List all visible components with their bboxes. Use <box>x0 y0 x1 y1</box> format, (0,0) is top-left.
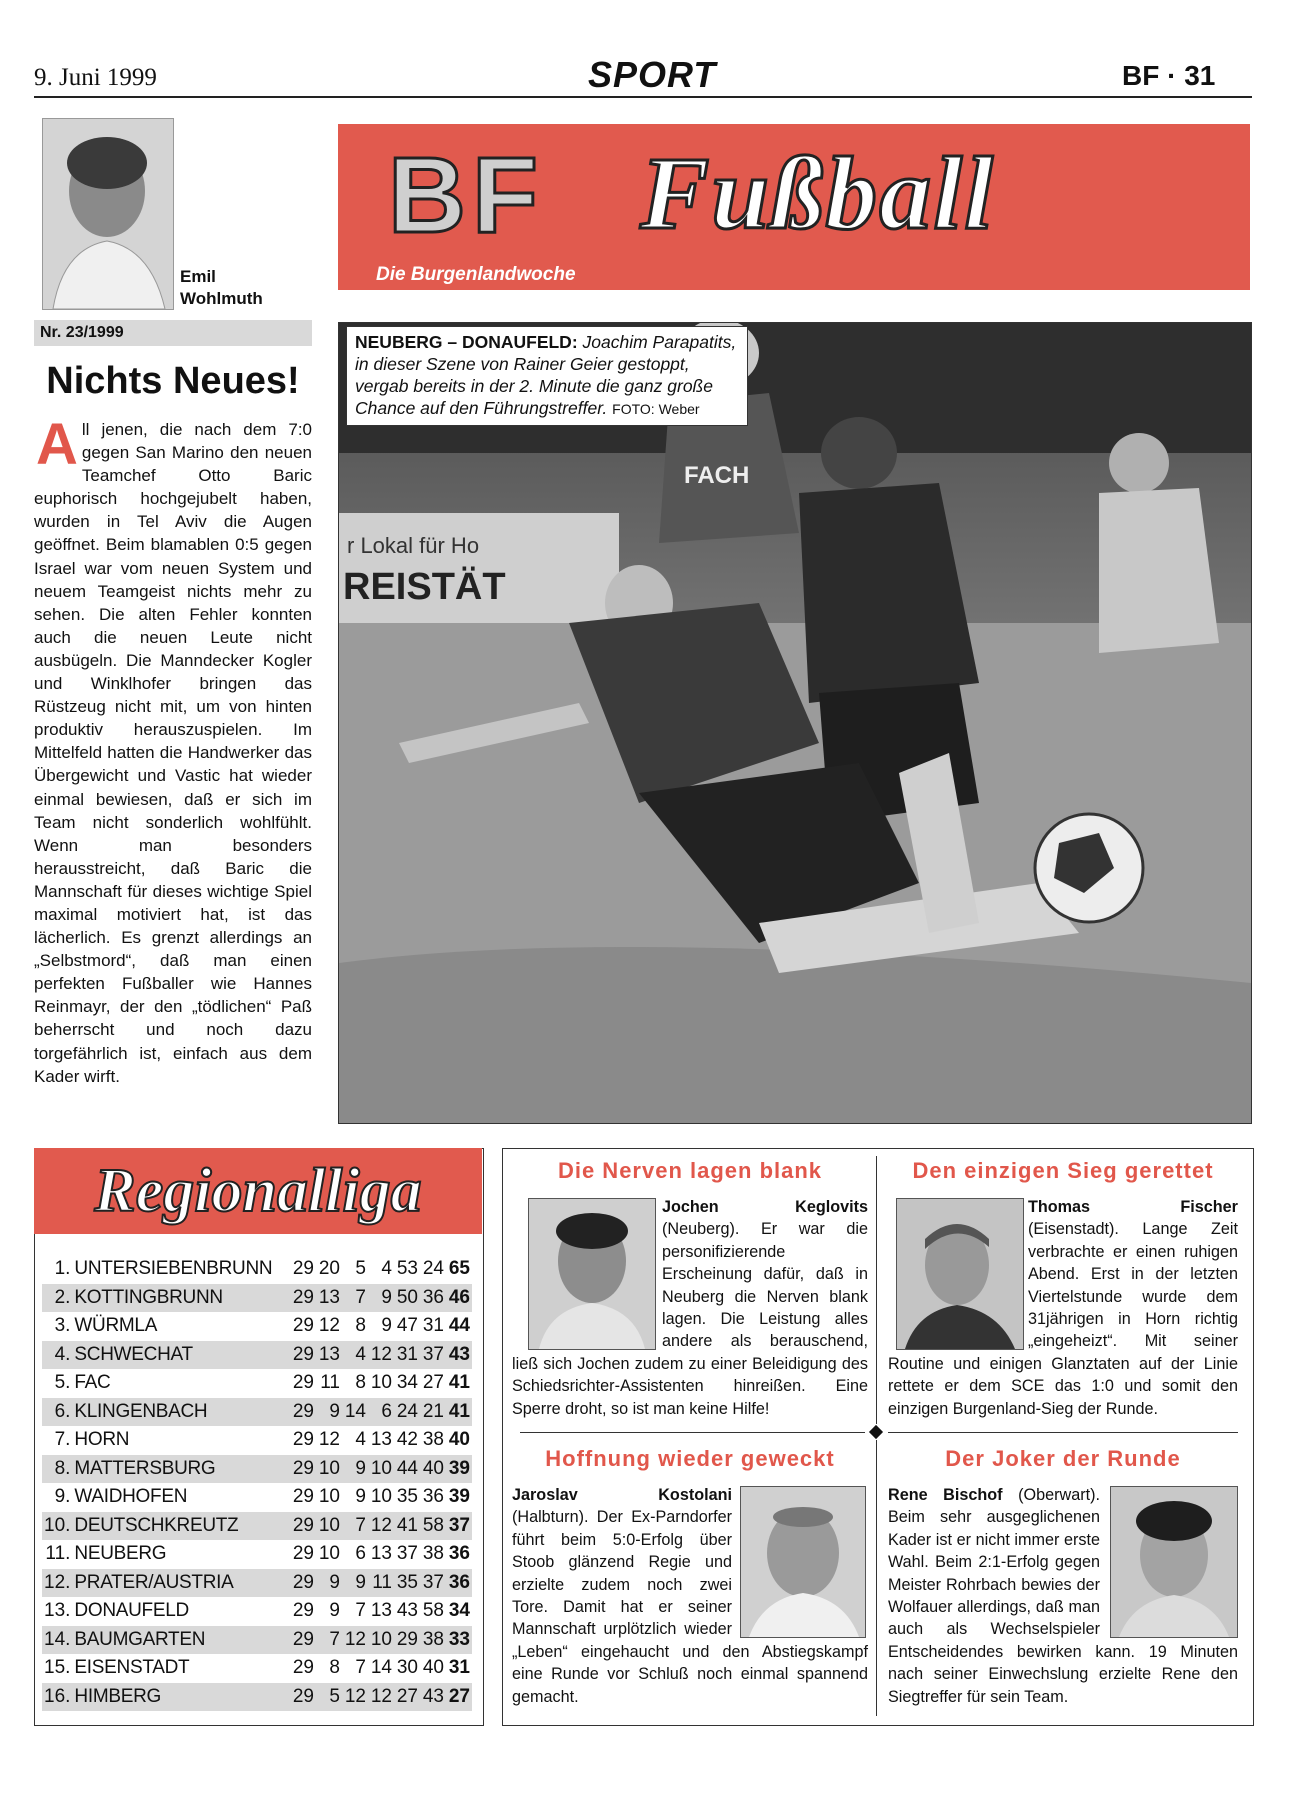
league-cell-d: 9 <box>342 1569 368 1598</box>
story-divider-v2 <box>876 1440 877 1716</box>
league-cell-pts: 44 <box>448 1315 470 1337</box>
league-cell-team: EISENSTADT <box>74 1657 190 1679</box>
league-cell-w: 10 <box>316 1512 342 1541</box>
league-cell-l: 10 <box>370 1372 392 1394</box>
league-cell-d: 5 <box>355 1258 366 1280</box>
league-cell-l: 14 <box>370 1657 392 1679</box>
story4-text: (Oberwart). Beim sehr ausgeglichenen Kader ist er nicht immer erste Wahl. Beim 2:1-Erfolg gegen Meister Rohrbach bewies der Wolfauer allerdings, daß man auch als Wechselspieler Entscheidendes bewirken kann. 19 Minuten nach seiner Einwechslung erzielte Rene den Siegtreffer für sein Team. <box>888 1486 1238 1706</box>
caption-text: Joachim Parapatits, in dieser Szene von Rainer Geier gestoppt, vergab bereits in der 2. Minute die ganz große Chance auf den Führungstreffer. <box>355 332 737 418</box>
league-cell-games: 29 <box>290 1341 316 1370</box>
league-table <box>42 1255 472 1711</box>
story2-name: Thomas Fischer <box>1028 1198 1238 1216</box>
league-cell-team: HIMBERG <box>72 1683 290 1712</box>
league-cell-w: 10 <box>316 1455 342 1484</box>
author-name: Emil Wohlmuth <box>180 267 263 308</box>
league-cell-rank: 11. <box>45 1543 71 1565</box>
league-cell-team: PRATER/AUSTRIA <box>72 1569 290 1598</box>
league-cell-l: 6 <box>368 1398 394 1427</box>
league-cell-games: 29 <box>292 1543 314 1565</box>
league-cell-games: 29 <box>292 1486 314 1508</box>
league-cell-ga: 58 <box>422 1600 444 1622</box>
story-divider-h <box>520 1432 865 1433</box>
league-cell-d: 6 <box>355 1543 366 1565</box>
author-photo <box>42 118 174 310</box>
story1-text: (Neuberg). Er war die personifizierende Erscheinung dafür, daß in Neuberg die Nerven blank lagen. Die Leistung alles andere als berauschend, ließ sich Jochen zudem zu einer Beleidigung des Schiedsrichter-Assistenten hinreißen. Eine Sperre droht, so ist man keine Hilfe! <box>512 1220 868 1418</box>
league-cell-l: 13 <box>370 1600 392 1622</box>
league-cell-l: 12 <box>368 1341 394 1370</box>
league-cell-d: 7 <box>342 1512 368 1541</box>
league-cell-pts: 27 <box>446 1683 472 1712</box>
league-cell-team: WÜRMLA <box>74 1315 158 1337</box>
league-cell-rank: 8. <box>42 1455 72 1484</box>
league-cell-d: 7 <box>342 1284 368 1313</box>
league-cell-l: 11 <box>368 1569 394 1598</box>
caption-lead: NEUBERG – DONAUFELD: <box>355 332 578 352</box>
league-cell-team: MATTERSBURG <box>72 1455 290 1484</box>
commentary-text: ll jenen, die nach dem 7:0 gegen San Marino den neuen Teamchef Otto Baric euphorisch hochgejubelt haben, wurden in Tel Aviv die Augen geöffnet. Beim blamablen 0:5 gegen Israel war vom neuen System und neuem Teamgeist nichts mehr zu sehen. Die alten Fehler konnten auch die neuen Leute nicht ausbügeln. Die Manndecker Kogler und Winklhofer bringen das Rüstzeug nicht mit, um von hinten produktiv herauszuspielen. Im Mittelfeld hatten die Handwerker das Übergewicht und Vastic hat wieder einmal bewiesen, daß er sich im Team nicht sonderlich wohlfühlt. Wenn man besonders herausstreicht, daß Baric die Mannschaft für dieses wichtige Spiel maximal motiviert hat, ist das lächerlich. Es grenzt allerdings an „Selbstmord“, daß man einen perfekten Fußballer wie Hannes Reinmayr, der den „tödlichen“ Paß beherrscht und noch dazu torgefährlich ist, einfach aus dem Kader wirft. <box>34 420 312 1086</box>
league-cell-gf: 34 <box>396 1372 418 1394</box>
league-cell-d: 14 <box>342 1398 368 1427</box>
league-cell-pts: 39 <box>448 1486 470 1508</box>
league-cell-games: 29 <box>290 1284 316 1313</box>
league-cell-gf: 47 <box>396 1315 418 1337</box>
shirt-text: FACH <box>684 462 750 489</box>
league-cell-ga: 37 <box>420 1341 446 1370</box>
story-divider-v <box>876 1156 877 1424</box>
league-cell-d: 4 <box>355 1429 366 1451</box>
league-cell-pts: 65 <box>448 1258 470 1280</box>
league-cell-rank: 5. <box>54 1372 71 1394</box>
league-cell-w: 9 <box>316 1398 342 1427</box>
league-cell-w: 10 <box>318 1543 340 1565</box>
story1-name: Jochen Keglovits <box>662 1198 868 1216</box>
league-cell-rank: 4. <box>42 1341 72 1370</box>
league-cell-pts: 36 <box>446 1569 472 1598</box>
league-cell-pts: 43 <box>446 1341 472 1370</box>
league-cell-gf: 43 <box>396 1600 418 1622</box>
league-cell-w: 12 <box>318 1315 340 1337</box>
league-cell-pts: 37 <box>446 1512 472 1541</box>
league-row <box>42 1569 472 1598</box>
league-cell-team: HORN <box>74 1429 130 1451</box>
league-row <box>42 1255 472 1284</box>
league-cell-games: 29 <box>292 1372 314 1394</box>
photo-credit: FOTO: Weber <box>612 401 700 417</box>
league-cell-l: 12 <box>368 1512 394 1541</box>
story-divider-h2 <box>888 1432 1238 1433</box>
league-row <box>42 1597 472 1626</box>
league-cell-games: 29 <box>290 1398 316 1427</box>
league-cell-rank: 13. <box>44 1600 71 1622</box>
league-cell-games: 29 <box>292 1315 314 1337</box>
league-cell-w: 13 <box>316 1341 342 1370</box>
league-cell-gf: 30 <box>396 1657 418 1679</box>
story4-name: Rene Bischof <box>888 1486 1003 1504</box>
league-cell-rank: 6. <box>42 1398 72 1427</box>
league-cell-pts: 41 <box>448 1372 470 1394</box>
league-cell-ga: 36 <box>420 1284 446 1313</box>
league-row <box>42 1540 472 1569</box>
league-cell-d: 7 <box>355 1657 366 1679</box>
league-cell-ga: 38 <box>422 1429 444 1451</box>
league-cell-l: 13 <box>370 1543 392 1565</box>
league-title: Regionalliga <box>94 1157 422 1225</box>
league-cell-team: UNTERSIEBENBRUNN <box>74 1258 273 1280</box>
league-cell-games: 29 <box>290 1626 316 1655</box>
league-cell-l: 10 <box>368 1455 394 1484</box>
photo-caption <box>346 326 748 426</box>
story2-text: (Eisenstadt). Lange Zeit verbrachte er einen ruhigen Abend. Erst in der letzten Viertelstunde wurde dem 31jährigen in Horn richtig „eingeheizt“. Mit seiner Routine und einigen Glanztaten auf der Linie rettete er dem SCE das 1:0 und somit den einzigen Burgenland-Sieg der Runde. <box>888 1220 1238 1418</box>
league-cell-games: 29 <box>290 1512 316 1541</box>
league-cell-rank: 3. <box>54 1315 71 1337</box>
section-title: SPORT <box>588 54 717 95</box>
league-cell-d: 9 <box>342 1455 368 1484</box>
league-cell-ga: 40 <box>422 1657 444 1679</box>
story3-body <box>512 1484 868 1708</box>
league-cell-pts: 46 <box>446 1284 472 1313</box>
league-cell-w: 9 <box>329 1600 340 1622</box>
league-cell-d: 8 <box>355 1372 366 1394</box>
league-cell-gf: 37 <box>396 1543 418 1565</box>
league-cell-games: 29 <box>290 1683 316 1712</box>
league-cell-w: 11 <box>320 1372 340 1394</box>
league-cell-w: 8 <box>329 1657 340 1679</box>
league-cell-rank: 15. <box>44 1657 71 1679</box>
league-cell-ga: 36 <box>422 1486 444 1508</box>
league-cell-d: 4 <box>342 1341 368 1370</box>
league-cell-rank: 9. <box>54 1486 71 1508</box>
league-cell-team: KLINGENBACH <box>72 1398 290 1427</box>
league-cell-gf: 53 <box>396 1258 418 1280</box>
league-cell-rank: 12. <box>42 1569 72 1598</box>
league-cell-l: 9 <box>368 1284 394 1313</box>
league-cell-w: 10 <box>318 1486 340 1508</box>
story1-body <box>512 1196 868 1420</box>
league-cell-d: 9 <box>355 1486 366 1508</box>
league-cell-team: SCHWECHAT <box>72 1341 290 1370</box>
league-cell-rank: 14. <box>42 1626 72 1655</box>
league-cell-ga: 21 <box>420 1398 446 1427</box>
league-cell-games: 29 <box>292 1657 314 1679</box>
league-cell-gf: 41 <box>394 1512 420 1541</box>
league-cell-rank: 7. <box>54 1429 71 1451</box>
league-cell-team: KOTTINGBRUNN <box>72 1284 290 1313</box>
league-cell-rank: 10. <box>42 1512 72 1541</box>
page-number: BF · 31 <box>1122 60 1216 91</box>
league-cell-w: 12 <box>318 1429 340 1451</box>
league-cell-l: 4 <box>381 1258 392 1280</box>
league-cell-ga: 40 <box>420 1455 446 1484</box>
league-row <box>42 1426 472 1455</box>
league-row <box>42 1483 472 1512</box>
league-cell-gf: 50 <box>394 1284 420 1313</box>
league-cell-games: 29 <box>290 1455 316 1484</box>
league-cell-pts: 34 <box>448 1600 470 1622</box>
league-row <box>42 1512 472 1541</box>
header-rule <box>34 96 1252 98</box>
league-row <box>42 1284 472 1313</box>
league-cell-gf: 42 <box>396 1429 418 1451</box>
commentary-title: Nichts Neues! <box>46 360 300 402</box>
league-cell-pts: 36 <box>448 1543 470 1565</box>
banner-title: Fußball <box>640 136 995 251</box>
league-cell-rank: 2. <box>42 1284 72 1313</box>
league-cell-ga: 58 <box>420 1512 446 1541</box>
league-cell-gf: 44 <box>394 1455 420 1484</box>
league-cell-games: 29 <box>290 1569 316 1598</box>
league-cell-l: 13 <box>370 1429 392 1451</box>
league-cell-l: 10 <box>370 1486 392 1508</box>
league-cell-ga: 27 <box>422 1372 444 1394</box>
league-cell-ga: 43 <box>420 1683 446 1712</box>
league-cell-games: 29 <box>292 1258 314 1280</box>
league-cell-team: DEUTSCHKREUTZ <box>72 1512 290 1541</box>
story2-headline: Den einzigen Sieg gerettet <box>912 1158 1214 1183</box>
league-cell-ga: 38 <box>422 1543 444 1565</box>
banner-bf-logo: BF <box>388 134 544 255</box>
league-cell-team: DONAUFELD <box>74 1600 189 1622</box>
league-cell-gf: 24 <box>394 1398 420 1427</box>
league-cell-gf: 29 <box>394 1626 420 1655</box>
story3-text: (Halbturn). Der Ex-Parndorfer führt beim 5:0-Erfolg über Stoob glänzend Regie und erzielte zudem noch zwei Tore. Damit hat er seiner Mannschaft urplötzlich wieder „Leben“ eingehaucht und den Abstiegskampf eine Runde vor Schluß noch einmal spannend gemacht. <box>512 1508 868 1706</box>
league-cell-w: 20 <box>318 1258 340 1280</box>
league-cell-w: 9 <box>316 1569 342 1598</box>
league-cell-d: 7 <box>355 1600 366 1622</box>
league-cell-w: 7 <box>316 1626 342 1655</box>
story1-headline: Die Nerven lagen blank <box>557 1158 823 1183</box>
league-row <box>42 1455 472 1484</box>
league-cell-w: 5 <box>316 1683 342 1712</box>
league-cell-pts: 33 <box>446 1626 472 1655</box>
league-cell-pts: 31 <box>448 1657 470 1679</box>
league-cell-l: 10 <box>368 1626 394 1655</box>
league-cell-team: FAC <box>74 1372 111 1394</box>
league-cell-pts: 40 <box>448 1429 470 1451</box>
league-cell-rank: 1. <box>54 1258 71 1280</box>
league-row <box>42 1398 472 1427</box>
story3-name: Jaroslav Kostolani <box>512 1486 732 1504</box>
league-cell-ga: 37 <box>420 1569 446 1598</box>
league-cell-games: 29 <box>292 1429 314 1451</box>
league-row <box>42 1341 472 1370</box>
match-photo <box>338 322 1252 1124</box>
league-row <box>42 1312 472 1341</box>
league-cell-pts: 39 <box>446 1455 472 1484</box>
league-row <box>42 1369 472 1398</box>
commentary-body <box>34 412 312 1088</box>
league-cell-d: 12 <box>342 1626 368 1655</box>
league-cell-team: WAIDHOFEN <box>74 1486 188 1508</box>
issue-date: 9. Juni 1999 <box>34 64 157 91</box>
league-cell-gf: 35 <box>394 1569 420 1598</box>
league-cell-gf: 27 <box>394 1683 420 1712</box>
league-cell-l: 12 <box>368 1683 394 1712</box>
story4-headline: Der Joker der Runde <box>945 1446 1181 1471</box>
photo-banner-text2: REISTÄT <box>343 566 506 608</box>
story2-body <box>888 1196 1238 1420</box>
league-row <box>42 1683 472 1712</box>
league-row <box>42 1626 472 1655</box>
league-cell-d: 8 <box>355 1315 366 1337</box>
league-cell-ga: 38 <box>420 1626 446 1655</box>
league-cell-gf: 35 <box>396 1486 418 1508</box>
league-cell-team: BAUMGARTEN <box>72 1626 290 1655</box>
league-cell-rank: 16. <box>42 1683 72 1712</box>
league-cell-l: 9 <box>381 1315 392 1337</box>
league-cell-ga: 24 <box>422 1258 444 1280</box>
story3-headline: Hoffnung wieder geweckt <box>545 1446 835 1471</box>
league-cell-team: NEUBERG <box>74 1543 167 1565</box>
league-cell-pts: 41 <box>446 1398 472 1427</box>
story4-body <box>888 1484 1238 1708</box>
dropcap: A <box>36 412 78 477</box>
banner-subtitle: Die Burgenlandwoche <box>376 264 576 285</box>
league-cell-ga: 31 <box>422 1315 444 1337</box>
photo-banner-text: r Lokal für Ho <box>347 533 480 558</box>
league-cell-gf: 31 <box>394 1341 420 1370</box>
league-row <box>42 1654 472 1683</box>
league-cell-games: 29 <box>292 1600 314 1622</box>
league-cell-d: 12 <box>342 1683 368 1712</box>
issue-number: Nr. 23/1999 <box>40 324 124 341</box>
league-cell-w: 13 <box>316 1284 342 1313</box>
